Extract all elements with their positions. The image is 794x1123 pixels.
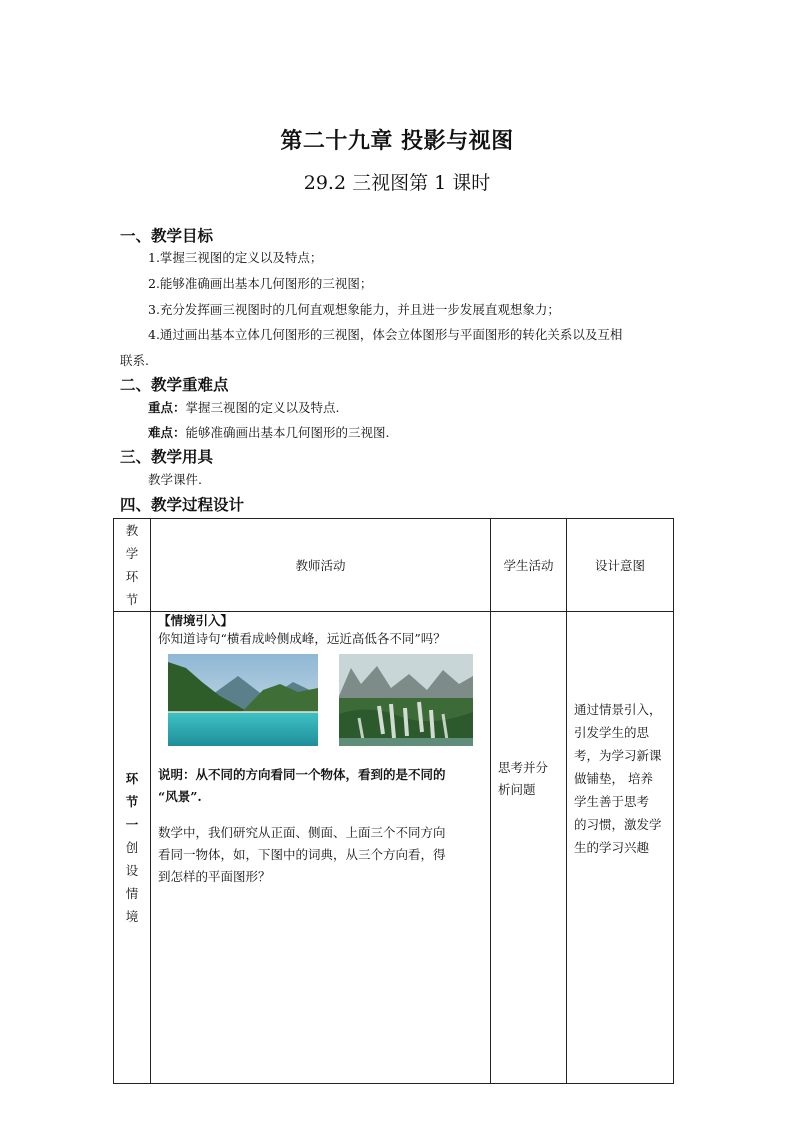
header-design-intent: 设计意图 bbox=[567, 519, 674, 612]
objective-4: 4.通过画出基本立体几何图形的三视图，体会立体图形与平面图形的转化关系以及互相 bbox=[148, 327, 623, 342]
stage-char: 一 bbox=[125, 817, 139, 832]
difficult-point-label: 难点： bbox=[148, 425, 186, 440]
tools-text: 教学课件. bbox=[148, 472, 202, 487]
lake-mountain-photo bbox=[168, 654, 318, 746]
intent-line: 做铺垫， 培养 bbox=[574, 771, 653, 786]
stage-char: 环 bbox=[125, 771, 139, 786]
section-keypoints-heading: 二、教学重难点 bbox=[120, 375, 229, 394]
objective-2: 2.能够准确画出基本几何图形的三视图； bbox=[148, 276, 373, 291]
key-point-text: 掌握三视图的定义以及特点. bbox=[185, 400, 340, 415]
stage-char: 设 bbox=[125, 863, 139, 878]
intent-line: 考，为学习新课 bbox=[574, 748, 662, 763]
header-stage-char: 教 bbox=[125, 523, 139, 538]
scenario-tag: 【情境引入】 bbox=[158, 613, 234, 628]
scenery-photos bbox=[158, 654, 484, 764]
stage-char: 节 bbox=[125, 794, 139, 809]
header-stage-char: 环 bbox=[125, 569, 139, 584]
table-header-row bbox=[114, 519, 674, 612]
header-student-activity: 学生活动 bbox=[491, 519, 567, 612]
intent-line: 学生善于思考 bbox=[574, 794, 650, 809]
table-row bbox=[114, 612, 674, 1084]
intent-line: 引发学生的思 bbox=[574, 725, 650, 740]
lake-mountain-image bbox=[168, 654, 318, 746]
chapter-title: 第二十九章 投影与视图 bbox=[280, 128, 514, 154]
process-table bbox=[113, 518, 674, 1084]
header-stage bbox=[114, 519, 151, 612]
note-line-2: “风景”. bbox=[158, 789, 202, 804]
key-point-label: 重点： bbox=[148, 400, 186, 415]
difficult-point-text: 能够准确画出基本几何图形的三视图. bbox=[185, 425, 390, 440]
intro-line-3: 到怎样的平面图形？ bbox=[158, 869, 271, 884]
waterfall-photo bbox=[339, 654, 473, 746]
objective-1: 1.掌握三视图的定义以及特点； bbox=[148, 250, 323, 265]
section-objectives-heading: 一、教学目标 bbox=[120, 226, 214, 245]
design-intent-cell bbox=[567, 612, 674, 1084]
intent-line: 通过情景引入， bbox=[574, 702, 662, 717]
stage-cell bbox=[114, 612, 151, 1084]
intro-line-2: 看同一物体，如，下图中的词典，从三个方向看，得 bbox=[158, 847, 446, 862]
header-stage-char: 学 bbox=[125, 546, 139, 561]
lesson-subtitle: 29.2 三视图第 1 课时 bbox=[303, 172, 491, 194]
student-line: 析问题 bbox=[498, 782, 536, 797]
intro-line-1: 数学中，我们研究从正面、侧面、上面三个不同方向 bbox=[158, 825, 446, 840]
header-teacher-activity: 教师活动 bbox=[151, 519, 491, 612]
stage-char: 情 bbox=[125, 886, 139, 901]
objective-4-cont: 联系. bbox=[120, 353, 149, 368]
waterfall-image bbox=[339, 654, 473, 746]
section-process-heading: 四、教学过程设计 bbox=[120, 495, 245, 514]
intent-line: 生的学习兴趣 bbox=[574, 840, 650, 855]
poem-question: 你知道诗句“横看成岭侧成峰，远近高低各不同”吗？ bbox=[158, 631, 446, 646]
student-line: 思考并分 bbox=[498, 760, 549, 775]
key-point bbox=[148, 400, 340, 416]
difficult-point bbox=[148, 425, 390, 441]
student-activity-cell bbox=[491, 612, 567, 1084]
objective-3: 3.充分发挥画三视图时的几何直观想象能力，并且进一步发展直观想象力； bbox=[148, 302, 560, 317]
teacher-activity-cell bbox=[151, 612, 491, 1084]
stage-char: 创 bbox=[125, 840, 139, 855]
note-line-1: 说明：从不同的方向看同一个物体，看到的是不同的 bbox=[158, 767, 446, 782]
section-tools-heading: 三、教学用具 bbox=[120, 447, 214, 466]
stage-char: 境 bbox=[125, 909, 139, 924]
header-stage-char: 节 bbox=[125, 592, 139, 607]
intent-line: 的习惯，激发学 bbox=[574, 817, 662, 832]
